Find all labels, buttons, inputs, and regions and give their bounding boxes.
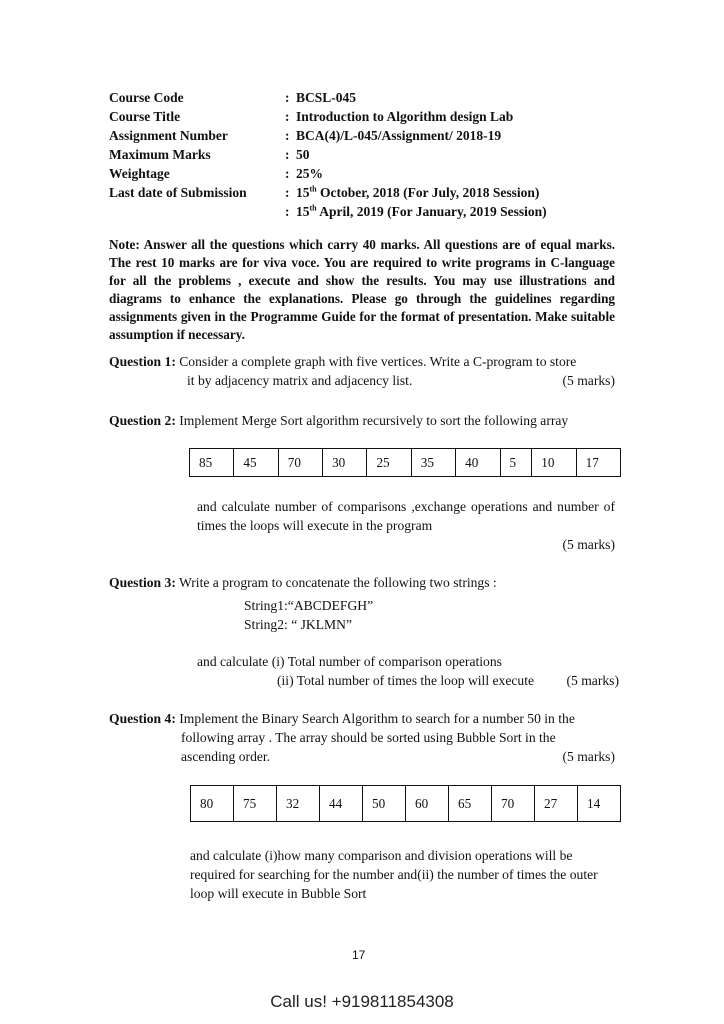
array-cell: 25: [367, 449, 411, 477]
info-value: BCSL-045: [296, 90, 357, 105]
merge-sort-array: [189, 448, 621, 477]
question-text: it by adjacency matrix and adjacency list.: [187, 373, 413, 388]
info-colon: :: [285, 204, 290, 219]
info-label: Assignment Number: [109, 128, 228, 143]
string-1: String1:“ABCDEFGH”: [244, 598, 374, 613]
question-label: Question 1:: [109, 354, 176, 369]
call-us-footer: Call us! +919811854308: [270, 992, 454, 1011]
array-cell: 10: [532, 449, 576, 477]
question-text: Implement the Binary Search Algorithm to search for a number 50 in the: [175, 711, 575, 726]
question-text: Write a program to concatenate the following two strings :: [175, 575, 497, 590]
question-1: [109, 352, 615, 390]
info-colon: :: [285, 166, 290, 181]
question-text: following array . The array should be sorted using Bubble Sort in the: [181, 730, 556, 745]
question-2-calculation: and calculate number of comparisons ,exchange operations and number of times the loops will execute in the program: [197, 499, 615, 533]
info-label: Course Code: [109, 90, 184, 105]
question-label: Question 3:: [109, 575, 176, 590]
info-label: Course Title: [109, 109, 181, 124]
info-colon: :: [285, 185, 290, 200]
array-cell: 35: [411, 449, 455, 477]
info-value: 25%: [296, 166, 323, 181]
array-cell: 85: [190, 449, 234, 477]
array-cell: 44: [320, 786, 363, 822]
array-cell: 5: [500, 449, 532, 477]
string-2: String2: “ JKLMN”: [244, 617, 352, 632]
array-cell: 30: [323, 449, 367, 477]
info-colon: :: [285, 147, 290, 162]
info-value: 50: [296, 147, 310, 162]
array-cell: 27: [535, 786, 578, 822]
array-cell: 40: [456, 449, 500, 477]
array-cell: 60: [406, 786, 449, 822]
question-text: Consider a complete graph with five vertices. Write a C-program to store: [175, 354, 577, 369]
note-paragraph: Note: Answer all the questions which carry 40 marks. All questions are of equal marks. The rest 10 marks are for viva voce. You are required to write programs in C-language for all the problems , execute and show the results. You may use illustrations and diagrams to enhance the explanations. Please go through the guidelines regarding assignments given in the Programme Guide for the format of presentation. Make suitable assumption if necessary.: [109, 237, 615, 342]
array-cell: 65: [449, 786, 492, 822]
question-label: Question 2:: [109, 413, 176, 428]
question-2-marks: [197, 535, 615, 554]
question-4: [109, 709, 615, 766]
question-2: [109, 411, 615, 430]
submission-date-2: 15th April, 2019 (For January, 2019 Session): [296, 203, 547, 219]
question-3-calc-1: and calculate (i) Total number of comparison operations: [197, 654, 502, 669]
array-cell: 14: [578, 786, 621, 822]
info-colon: :: [285, 109, 290, 124]
binary-search-array: [190, 785, 621, 822]
page-number: 17: [352, 948, 366, 962]
question-3: [109, 573, 615, 592]
info-colon: :: [285, 90, 290, 105]
marks: (5 marks): [562, 537, 615, 552]
marks: (5 marks): [562, 373, 615, 388]
question-text: Implement Merge Sort algorithm recursively to sort the following array: [175, 413, 569, 428]
array-cell: 50: [363, 786, 406, 822]
array-cell: 45: [234, 449, 278, 477]
submission-date-1: 15th October, 2018 (For July, 2018 Session): [296, 184, 540, 200]
array-cell: 70: [278, 449, 322, 477]
marks: (5 marks): [566, 673, 619, 688]
question-3-calc-2: (ii) Total number of times the loop will execute (5 marks): [277, 673, 619, 688]
info-label: Last date of Submission: [109, 185, 247, 200]
question-4-calculation: and calculate (i)how many comparison and division operations will be required for searching for the number and(ii) the number of times the outer loop will execute in Bubble Sort: [190, 848, 598, 901]
marks: (5 marks): [562, 749, 615, 764]
info-value: BCA(4)/L-045/Assignment/ 2018-19: [296, 128, 502, 143]
array-cell: 32: [277, 786, 320, 822]
array-cell: 17: [576, 449, 620, 477]
info-label: Weightage: [109, 166, 170, 181]
array-cell: 70: [492, 786, 535, 822]
array-cell: 75: [234, 786, 277, 822]
question-text: ascending order.: [181, 749, 271, 764]
info-value: Introduction to Algorithm design Lab: [296, 109, 514, 124]
question-label: Question 4:: [109, 711, 176, 726]
array-cell: 80: [191, 786, 234, 822]
info-colon: :: [285, 128, 290, 143]
info-label: Maximum Marks: [109, 147, 211, 162]
